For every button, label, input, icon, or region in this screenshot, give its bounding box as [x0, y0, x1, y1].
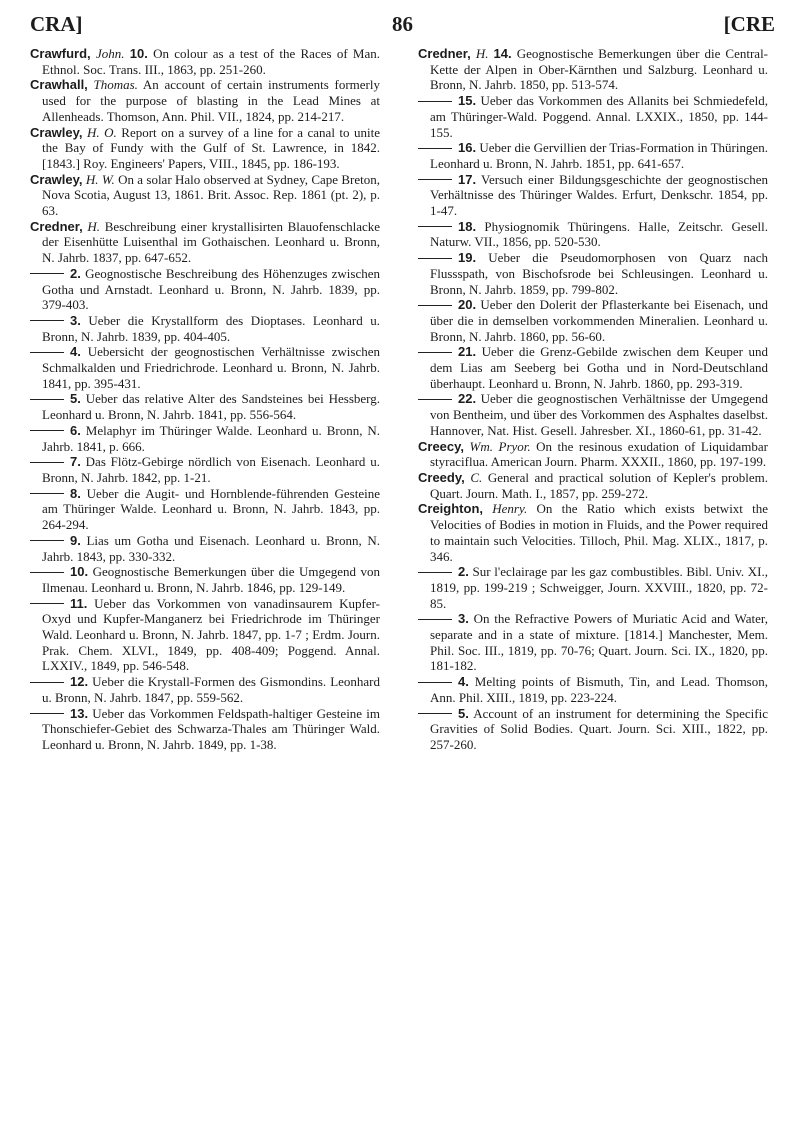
bibliography-entry — [418, 46, 768, 93]
ditto-dash — [418, 305, 452, 306]
entry-number: 5. — [70, 391, 81, 407]
entry-number: 4. — [458, 674, 469, 690]
author-name: Creedy, — [418, 469, 465, 485]
author-name: Credner, — [418, 46, 471, 61]
entry-citation: On the resinous exudation of Liquidambar styraciflua. American Journ. Pharm. XXXII., 1860, pp. 197-199. — [430, 438, 769, 470]
bibliography-entry — [30, 77, 380, 124]
author-name: Crawley, — [30, 124, 83, 140]
entry-number: 10. — [70, 564, 89, 580]
right-column — [418, 46, 768, 753]
entry-citation: Ueber die Augit- und Hornblende-führenden Gesteine am Thüringer Walde. Leonhard u. Bronn, N. Jahrb. 1843, pp. 264-294. — [42, 485, 381, 533]
bibliography-sub-entry — [418, 250, 768, 297]
entry-number: 14. — [493, 46, 512, 61]
ditto-dash — [30, 320, 64, 321]
bibliography-entry — [30, 46, 380, 77]
bibliography-sub-entry — [418, 172, 768, 219]
entry-citation: Beschreibung einer krystallisirten Blauofenschlacke der Eisenhütte Luisenthal im Gothaischen. Leonhard u. Bronn, N. Jahrb. 1837, pp. 647-652. — [42, 218, 381, 266]
bibliography-sub-entry — [418, 706, 768, 753]
entry-citation: General and practical solution of Kepler's problem. Quart. Journ. Math. I., 1857, pp. 259-272. — [430, 469, 768, 501]
entry-number: 5. — [458, 705, 469, 721]
author-given-name: Thomas. — [93, 77, 138, 93]
entry-number: 8. — [70, 485, 81, 501]
author-given-name: C. — [470, 469, 483, 485]
entry-citation: Ueber das Vorkommen Feldspath-haltiger Gesteine im Thonschiefer-Gebiet des Schwarza-Thales am Thüringer Wald. Leonhard u. Bronn, N. Jahrb. 1849, pp. 1-38. — [42, 705, 381, 752]
ditto-dash — [30, 603, 64, 604]
bibliography-sub-entry — [30, 486, 380, 533]
author-name: Crawley, — [30, 171, 83, 187]
entry-citation: Melaphyr im Thüringer Walde. Leonhard u. Bronn, N. Jahrb. 1841, p. 666. — [42, 422, 381, 454]
bibliography-sub-entry — [30, 423, 380, 454]
entry-citation: An account of certain instruments formerly used for the purpose of blasting in the Lead Mines at Allenheads. Thomson, Ann. Phil. VII., 1824, pp. 214-217. — [42, 77, 380, 124]
entry-number: 2. — [458, 564, 469, 580]
ditto-dash — [30, 462, 64, 463]
ditto-dash — [30, 352, 64, 353]
entry-citation: Geognostische Bemerkungen über die Central-Kette der Alpen in Ober-Kärnthen und Salzburg. Leonhard u. Bronn, N. Jahrb. 1850, pp. 513-574. — [430, 46, 769, 93]
ditto-dash — [30, 572, 64, 573]
ditto-dash — [30, 493, 64, 494]
bibliography-entry — [418, 439, 768, 470]
entry-citation: Ueber die Krystall-Formen des Gismondins. Leonhard u. Bronn, N. Jahrb. 1847, pp. 559-562. — [42, 674, 381, 705]
entry-number: 16. — [458, 140, 477, 156]
entry-number: 13. — [70, 705, 89, 721]
bibliography-sub-entry — [418, 140, 768, 171]
bibliography-sub-entry — [418, 564, 768, 611]
entry-number: 3. — [458, 611, 469, 627]
ditto-dash — [418, 713, 452, 714]
entry-number: 22. — [458, 391, 477, 407]
ditto-dash — [418, 179, 452, 180]
ditto-dash — [418, 352, 452, 353]
ditto-dash — [418, 148, 452, 149]
ditto-dash — [30, 399, 64, 400]
bibliography-entry — [418, 470, 768, 501]
bibliography-entry — [30, 219, 380, 266]
ditto-dash — [418, 101, 452, 102]
bibliography-sub-entry — [418, 219, 768, 250]
entry-citation: Physiognomik Thüringens. Halle, Zeitschr. Gesell. Naturw. VII., 1856, pp. 520-530. — [430, 218, 769, 250]
ditto-dash — [30, 540, 64, 541]
author-name: Creighton, — [418, 501, 483, 517]
entry-number: 3. — [70, 312, 81, 328]
author-name: Creecy, — [418, 438, 465, 454]
entry-citation: Report on a survey of a line for a canal to unite the Bay of Fundy with the Gulf of St. Lawrence, in 1842. [1843.] Roy. Engineers' Papers, VIII., 1845, pp. 186-193. — [42, 124, 381, 171]
entry-number: 9. — [70, 532, 81, 548]
entry-citation: Das Flötz-Gebirge nördlich von Eisenach. Leonhard u. Bronn, N. Jahrb. 1842, pp. 1-21. — [42, 454, 380, 485]
bibliography-sub-entry — [418, 93, 768, 140]
entry-citation: Melting points of Bismuth, Tin, and Lead. Thomson, Ann. Phil. XIII., 1819, pp. 223-224. — [430, 674, 768, 705]
bibliography-entry — [418, 501, 768, 564]
bibliography-sub-entry — [30, 564, 380, 595]
entry-citation: Geognostische Beschreibung des Höhenzuges zwischen Gotha und Arnstadt. Leonhard u. Bronn, N. Jahrb. 1839, pp. 379-403. — [42, 265, 380, 313]
ditto-dash — [418, 258, 452, 259]
ditto-dash — [30, 273, 64, 274]
entry-citation: Ueber das Vorkommen des Allanits bei Schmiedefeld, am Thüringer-Wald. Poggend. Annal. LXXIX., 1850, pp. 144-155. — [430, 93, 769, 140]
ditto-dash — [30, 713, 64, 714]
bibliography-sub-entry — [418, 297, 768, 344]
entry-citation: On the Refractive Powers of Muriatic Acid and Water, separate and in a state of mixture. [1814.] Manchester, Mem. Phil. Soc. III., 1819, pp. 70-76; Quart. Journ. Sci. IX., 1820, pp. 181-182. — [430, 611, 768, 674]
entry-citation: On the Ratio which exists betwixt the Velocities of Bodies in motion in Fluids, and the Power required to maintain such Velocities. Tilloch, Phil. Mag. XLIX., 1817, p. 346. — [430, 501, 769, 564]
entry-citation: Versuch einer Bildungsgeschichte der geognostischen Verhältnisse des Thüringer Waldes. Erfurt, Denkschr. 1854, pp. 1-47. — [430, 171, 768, 219]
ditto-dash — [418, 682, 452, 683]
entry-citation: Ueber das relative Alter des Sandsteines bei Hessberg. Leonhard u. Bronn, N. Jahrb. 1841, pp. 556-564. — [42, 391, 380, 423]
entry-number: 2. — [70, 265, 81, 281]
entry-number: 15. — [458, 93, 477, 109]
bibliography-sub-entry — [30, 533, 380, 564]
bibliography-entry — [30, 172, 380, 219]
bibliography-sub-entry — [418, 344, 768, 391]
bibliography-sub-entry — [30, 266, 380, 313]
author-given-name: H. O. — [87, 124, 117, 140]
page-number: 86 — [392, 12, 413, 36]
entry-number: 20. — [458, 297, 477, 313]
bibliography-sub-entry — [418, 391, 768, 438]
entry-number: 11. — [70, 595, 88, 611]
entry-number: 7. — [70, 454, 81, 470]
author-given-name: H. W. — [85, 171, 115, 187]
author-name: Credner, — [30, 218, 83, 234]
entry-number: 12. — [70, 674, 89, 690]
bibliography-sub-entry — [30, 454, 380, 485]
author-given-name: H. — [87, 218, 101, 234]
entry-citation: Ueber die Gervillien der Trias-Formation in Thüringen. Leonhard u. Bronn, N. Jahrb. 1851, pp. 641-657. — [430, 140, 768, 171]
author-name: Crawhall, — [30, 77, 88, 93]
ditto-dash — [30, 430, 64, 431]
ditto-dash — [418, 572, 452, 573]
author-given-name: Henry. — [492, 501, 528, 517]
entry-citation: On colour as a test of the Races of Man. Ethnol. Soc. Trans. III., 1863, pp. 251-260. — [42, 46, 381, 77]
header-right-range: [CRE — [723, 12, 775, 36]
bibliography-entry — [30, 125, 380, 172]
bibliography-sub-entry — [418, 611, 768, 674]
bibliography-sub-entry — [418, 674, 768, 705]
header-left-range: CRA] — [30, 12, 83, 36]
entry-citation: Ueber die geognostischen Verhältnisse der Umgegend von Bentheim, und über des Vorkommen des Asphaltes daselbst. Hannover, Nat. Hist. Gesell. Jahresber. XI., 1860-61, pp. 31-42. — [430, 391, 768, 438]
left-column — [30, 46, 380, 753]
entry-citation: Ueber die Pseudomorphosen von Quarz nach Flussspath, von Bischofsrode bei Schleusingen. Leonhard u. Bronn, N. Jahrb. 1859, pp. 799-802. — [430, 250, 769, 297]
page-header — [30, 12, 775, 42]
bibliography-sub-entry — [30, 674, 380, 705]
entry-number: 18. — [458, 218, 477, 234]
ditto-dash — [418, 619, 452, 620]
author-given-name: Wm. Pryor. — [469, 438, 531, 454]
entry-number: 4. — [70, 344, 81, 360]
ditto-dash — [30, 682, 64, 683]
entry-citation: Sur l'eclairage par les gaz combustibles. Bibl. Univ. XI., 1819, pp. 199-219 ; Schweigger, Journ. XXVIII., 1820, pp. 72-85. — [430, 564, 768, 611]
entry-citation: Uebersicht der geognostischen Verhältnisse zwischen Schmalkalden und Friedrichrode. Leonhard u. Bronn, N. Jahrb. 1841, pp. 395-431. — [42, 344, 380, 391]
ditto-dash — [418, 226, 452, 227]
entry-citation: Ueber die Grenz-Gebilde zwischen dem Keuper und dem Lias am Seeberg bei Gotha und in Nord-Deutschland überhaupt. Leonhard u. Bronn, N. Jahrb. 1860, pp. 293-319. — [430, 344, 769, 391]
author-given-name: H. — [475, 46, 489, 61]
entry-number: 21. — [458, 344, 477, 360]
entry-number: 19. — [458, 250, 477, 266]
entry-citation: Lias um Gotha und Eisenach. Leonhard u. Bronn, N. Jahrb. 1843, pp. 330-332. — [42, 532, 380, 564]
author-name: Crawfurd, — [30, 46, 91, 61]
author-given-name: John. — [95, 46, 125, 61]
entry-citation: Ueber das Vorkommen von vanadinsaurem Kupfer-Oxyd und Kupfer-Manganerz bei Friedrichrode im Thüringer Wald. Leonhard u. Bronn, N. Jahrb. 1847, pp. 1-7 ; Erdm. Journ. Prak. Chem. XLVI., 1849, pp. 408-409; Poggend. Annal. LXXIV., 1849, pp. 546-548. — [42, 595, 380, 674]
bibliography-sub-entry — [30, 596, 380, 675]
bibliography-sub-entry — [30, 313, 380, 344]
entry-citation: Account of an instrument for determining the Specific Gravities of Solid Bodies. Quart. Journ. Sci. XIII., 1822, pp. 257-260. — [430, 705, 768, 752]
bibliography-sub-entry — [30, 391, 380, 422]
bibliography-sub-entry — [30, 344, 380, 391]
entry-citation: Geognostische Bemerkungen über die Umgegend von Ilmenau. Leonhard u. Bronn, N. Jahrb. 1846, pp. 129-149. — [42, 564, 381, 595]
entry-citation: On a solar Halo observed at Sydney, Cape Breton, Nova Scotia, August 13, 1861. Brit. Assoc. Rep. 1861 (pt. 2), p. 63. — [42, 171, 381, 219]
entry-number: 10. — [129, 46, 148, 61]
entry-number: 17. — [458, 171, 477, 187]
entry-number: 6. — [70, 422, 81, 438]
entry-citation: Ueber den Dolerit der Pflasterkante bei Eisenach, und über die in demselben vorkommenden Mineralien. Leonhard u. Bronn, N. Jahrb. 1860, pp. 56-60. — [430, 297, 769, 344]
ditto-dash — [418, 399, 452, 400]
bibliography-sub-entry — [30, 706, 380, 753]
entry-citation: Ueber die Krystallform des Dioptases. Leonhard u. Bronn, N. Jahrb. 1839, pp. 404-405. — [42, 312, 381, 344]
